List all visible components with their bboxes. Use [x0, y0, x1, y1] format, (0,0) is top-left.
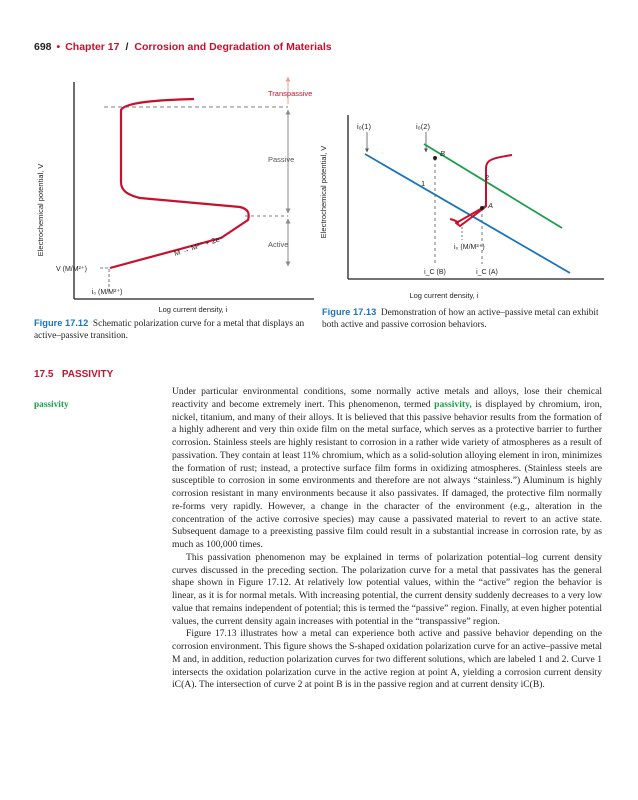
label-b: B [440, 149, 446, 158]
header-bullet: • [56, 41, 61, 53]
section-number: 17.5 [34, 369, 54, 380]
label-active: Active [268, 240, 289, 249]
label-i0-metal: i₀ (M/M²⁺) [454, 244, 485, 251]
paragraph-1: Under particular environmental conditions, some normally active metals and alloys, lose their chemical reactivity and become extremely inert. This phenomenon, termed passivity, is displayed by chromium, iron, nickel, titanium, and many of their alloys. It is believed that this passive behavior results from the formation of a highly adherent and very thin oxide film on the metal surface, which serves as a protective barrier to further corrosion. Stainless steels are highly resistant to corrosion in a rather wide variety of atmospheres as a result of passivation. They contain at least 11% chromium, which as a solid-solution alloying element in iron, minimizes the formation of rust; instead, a protective surface film forms in oxidizing atmospheres. (Stainless steels are susceptible to corrosion in some environments and therefore are not always “stainless.”) Aluminum is highly corrosion resistant in many environments because it also passivates. If damaged, the protective film normally re-forms very rapidly. However, a change in the character of the environment (e.g., alteration in the concentration of the active corrosive species) may cause a passivated material to revert to an active state. Subsequent damage to a preexisting passive film could result in a substantial increase in corrosion rate, by as much as 100,000 times. [172, 386, 602, 550]
figure-17-12-caption [34, 318, 319, 342]
figure-17-13-caption [322, 307, 607, 331]
paragraph-3: Figure 17.13 illustrates how a metal can experience both active and passive behavior depending on the corrosion environment. This figure shows the S-shaped oxidation polarization curve for an active–passive metal M and, in addition, reduction polarization curves for two different solutions, which are labeled 1 and 2. Curve 1 intersects the oxidation polarization curve in the active region at point A, yielding a corrosion current density iC(A). The intersection of curve 2 at point B is in the passive region and at current density iC(B). [172, 628, 602, 691]
caption-text: Schematic polarization curve for a metal that displays an active–passive transition. [34, 319, 305, 341]
label-i0-2: i₀(2) [416, 122, 430, 131]
section-heading [34, 369, 113, 380]
label-curve-2: 2 [485, 173, 490, 182]
polarization-curve [110, 99, 249, 268]
caption-text: Demonstration of how an active–passive metal can exhibit both active and passive corrosion behaviors. [322, 308, 599, 330]
header-separator: / [125, 41, 129, 53]
running-header [34, 41, 332, 53]
keyword-passivity: passivity, [434, 398, 472, 410]
label-a: A [488, 201, 494, 210]
caption-label: Figure 17.13 [322, 307, 377, 317]
body-text [172, 386, 602, 692]
section-title: PASSIVITY [61, 369, 114, 380]
x-axis-label: Log current density, i [409, 291, 479, 300]
point-b [433, 156, 437, 160]
label-ic-b: i_C (B) [424, 269, 446, 276]
label-i0-1: i₀(1) [357, 122, 371, 131]
margin-term: passivity [34, 400, 69, 410]
label-passive: Passive [268, 155, 295, 164]
label-i0-metal: i₀ (M/M²⁺) [91, 289, 123, 296]
reaction-label: M → M²⁺ + 2e⁻ [172, 233, 225, 258]
caption-label: Figure 17.12 [34, 318, 89, 328]
label-v-metal: V (M/M²⁺) [56, 266, 87, 273]
label-transpassive: Transpassive [268, 89, 313, 98]
y-axis-label: Electrochemical potential, V [319, 145, 328, 239]
x-axis-label: Log current density, i [158, 305, 228, 314]
chapter-label: Chapter 17 [65, 41, 120, 53]
figure-17-13 [312, 110, 612, 302]
label-curve-1: 1 [421, 179, 426, 188]
page-number: 698 [34, 41, 52, 53]
chapter-title: Corrosion and Degradation of Materials [134, 41, 332, 53]
y-axis-label: Electrochemical potential, V [36, 163, 45, 257]
label-ic-a: i_C (A) [476, 269, 498, 276]
figure-17-12 [30, 70, 320, 316]
paragraph-2: This passivation phenomenon may be explained in terms of polarization potential–log current density curves discussed in the preceding section. The polarization curve for a metal that passivates has the general shape shown in Figure 17.12. At relatively low potential values, within the “active” region the behavior is linear, as it is for normal metals. With increasing potential, the current density suddenly decreases to a very low value that remains independent of potential; this is termed the “passive” region. Finally, at even higher potential values, the current density again increases with potential in the “transpassive” region. [172, 551, 602, 627]
point-a [480, 206, 484, 210]
